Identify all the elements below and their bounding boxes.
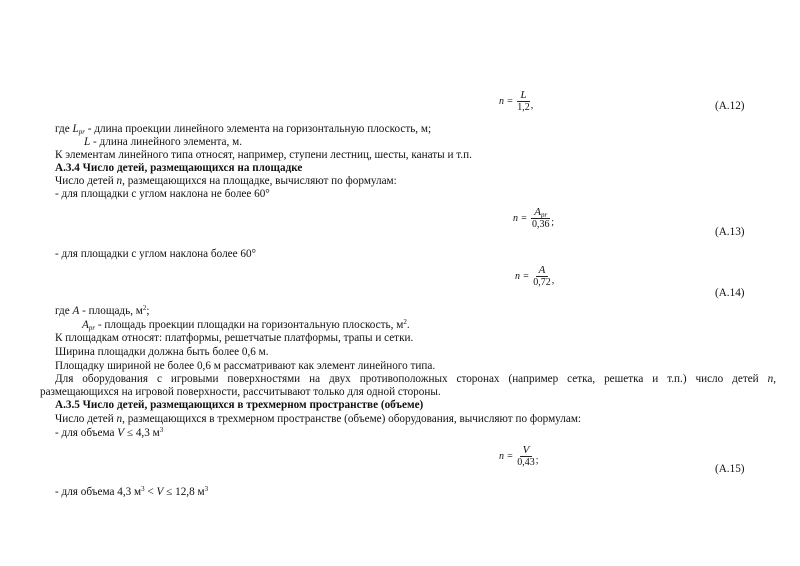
denominator: 0,36: [531, 219, 550, 230]
symbol: V: [156, 486, 164, 498]
symbol: L: [72, 123, 79, 135]
subscript: pr: [88, 324, 96, 332]
fraction: [533, 264, 551, 289]
numerator: A: [536, 264, 549, 277]
superscript: 2: [142, 304, 147, 312]
formula-lhs: n =: [513, 213, 528, 224]
formula-a14: [515, 264, 554, 289]
fraction: [531, 206, 550, 231]
equation-number-a13: (А.13): [715, 226, 745, 238]
superscript: 2: [403, 318, 407, 326]
formula-lhs: n =: [499, 96, 514, 107]
superscript: 3: [204, 485, 209, 493]
superscript: 3: [159, 426, 164, 434]
denominator: 1,2: [517, 102, 530, 113]
symbol: n: [116, 175, 123, 187]
symbol: A: [534, 206, 541, 218]
text: ,: [773, 373, 776, 385]
section-heading-a35: А.3.5 Число детей, размещающихся в трехмерном пространстве (объеме): [55, 399, 424, 411]
text: ≤ 12,8 м: [163, 486, 205, 498]
definition-apr: [82, 319, 410, 332]
punctuation: ,: [551, 275, 555, 286]
denominator: 0,43: [517, 457, 535, 468]
text: - для объема 4,3 м: [55, 486, 142, 498]
formula-a15: [499, 444, 539, 469]
two-sides-paragraph-line1: [55, 373, 776, 386]
text: .: [406, 319, 410, 331]
symbol: A: [72, 305, 80, 317]
text: - площадь, м: [79, 305, 143, 317]
symbol: n: [767, 373, 774, 385]
linear-types-text: К элементам линейного типа относят, например, ступени лестниц, шесты, канаты и т.п.: [55, 149, 472, 161]
a34-intro: [55, 175, 397, 188]
a35-intro: [55, 413, 581, 426]
punctuation: ;: [551, 217, 554, 228]
text: , размещающихся в трехмерном пространстве (объеме) оборудования, вычисляют по формулам:: [122, 413, 582, 425]
text: где: [55, 305, 73, 317]
text: <: [144, 486, 157, 498]
text: - для объема: [55, 427, 118, 439]
numerator: L: [517, 89, 529, 102]
platform-width-text: Ширина площадки должна быть более 0,6 м.: [55, 346, 269, 358]
text: - длина линейного элемента, м.: [90, 136, 242, 148]
platform-types-text: К площадкам относят: платформы, решетчатые платформы, трапы и сетки.: [55, 332, 414, 344]
punctuation: ,: [530, 100, 534, 111]
narrow-platform-text: Площадку шириной не более 0,6 м рассматривают как элемент линейного типа.: [55, 360, 436, 372]
subscript: pr: [540, 211, 548, 219]
bullet-volume-le-4-3: [55, 427, 163, 440]
symbol: A: [82, 319, 89, 331]
bullet-angle-le-60: - для площадки с углом наклона не более 60°: [55, 188, 270, 200]
text: Число детей: [55, 413, 117, 425]
text: - длина проекции линейного элемента на горизонтальную плоскость, м;: [84, 123, 432, 135]
equation-number-a15: (А.15): [715, 463, 745, 475]
formula-lhs: n =: [515, 271, 530, 282]
numerator: V: [520, 444, 533, 457]
definition-lpr: [55, 123, 431, 136]
definition-l: [84, 136, 242, 149]
two-sides-paragraph-line2: размещающихся на игровой поверхности, рассчитывают только для одной стороны.: [40, 386, 441, 398]
text: - площадь проекции площадки на горизонтальную плоскость, м: [95, 319, 404, 331]
bullet-angle-gt-60: - для площадки с углом наклона более 60°: [55, 248, 257, 260]
definition-a: [55, 305, 149, 318]
section-heading-a34: А.3.4 Число детей, размещающихся на площадке: [55, 162, 303, 174]
text: Для оборудования с игровыми поверхностями на двух противоположных сторонах (например сетка, решетка и т.п.) число детей: [55, 373, 768, 385]
punctuation: ;: [535, 455, 539, 466]
denominator: 0,72: [533, 277, 551, 288]
equation-number-a14: (А.14): [715, 287, 745, 299]
text: ;: [146, 305, 150, 317]
text: ≤ 4,3 м: [124, 427, 160, 439]
equation-number-a12: (А.12): [715, 100, 745, 112]
fraction: [517, 89, 530, 114]
bullet-volume-range: [55, 486, 208, 499]
fraction: [517, 444, 535, 469]
text: , размещающихся на площадке, вычисляют по формулам:: [122, 175, 397, 187]
symbol: L: [84, 136, 91, 148]
superscript: 3: [141, 485, 145, 493]
symbol: V: [117, 427, 125, 439]
subscript: pr: [78, 128, 85, 136]
text: Число детей: [55, 175, 117, 187]
formula-a13: [513, 206, 554, 231]
text: где: [55, 123, 73, 135]
formula-a12: [499, 89, 533, 114]
numerator: [531, 206, 550, 219]
symbol: n: [116, 413, 123, 425]
formula-lhs: n =: [499, 451, 514, 462]
